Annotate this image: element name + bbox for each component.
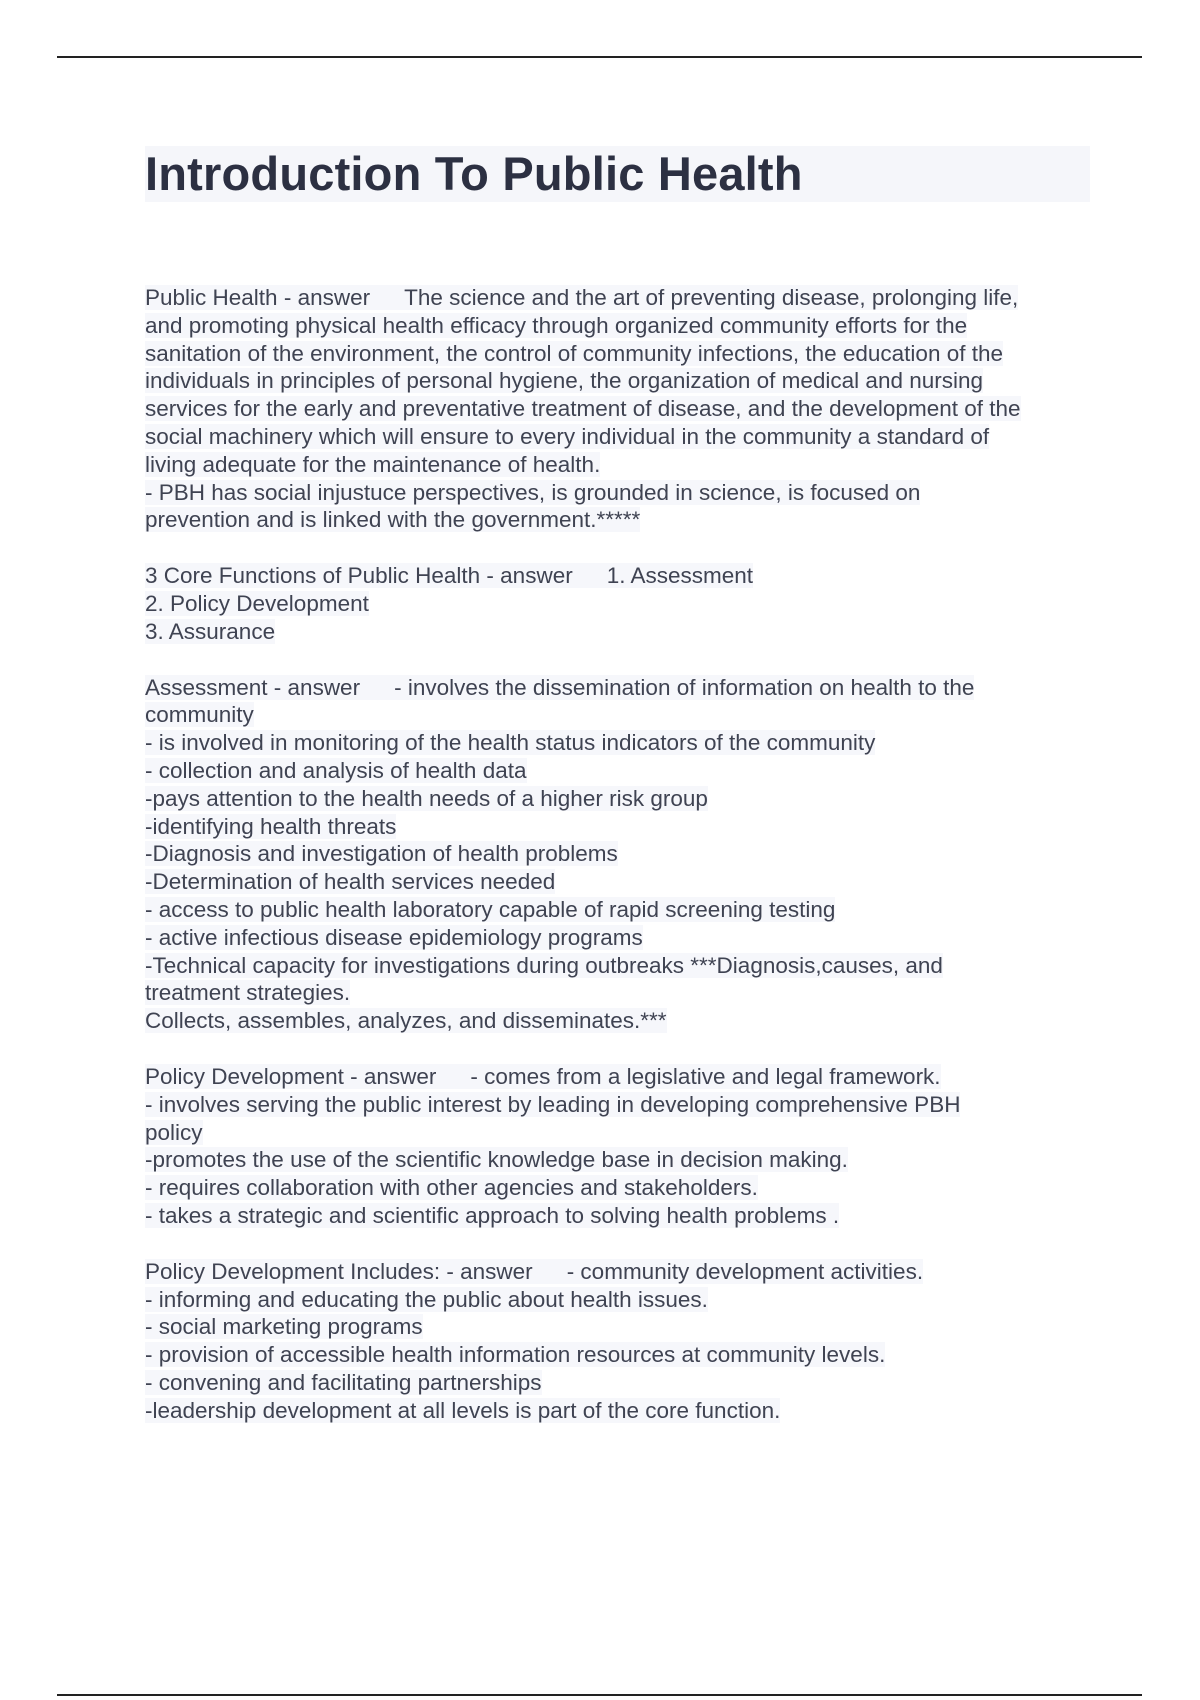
section-term: Policy Development - answer [145, 1063, 437, 1089]
section-line: and promoting physical health efficacy through organized community efforts for the [145, 312, 968, 338]
top-divider [57, 56, 1142, 58]
section-definition: - comes from a legislative and legal framework. [470, 1063, 941, 1089]
section-first-line [145, 1063, 1095, 1091]
section-line: services for the early and preventative treatment of disease, and the development of the [145, 396, 1021, 422]
section-line: -Determination of health services needed [145, 869, 556, 895]
section-line: - requires collaboration with other agencies and stakeholders. [145, 1175, 758, 1201]
section-line: - provision of accessible health information resources at community levels. [145, 1342, 886, 1368]
section-line: -pays attention to the health needs of a higher risk group [145, 785, 708, 811]
section-line: - involves serving the public interest by leading in developing comprehensive PBH [145, 1091, 961, 1117]
section-line: - access to public health laboratory capable of rapid screening testing [145, 896, 836, 922]
section-term: Assessment - answer [145, 674, 361, 700]
section-term: Public Health - answer [145, 285, 371, 310]
section-line: policy [145, 1119, 203, 1145]
section-term: 3 Core Functions of Public Health - answer [145, 563, 573, 589]
section-line: community [145, 702, 254, 728]
section-definition: - involves the dissemination of information on health to the [394, 674, 975, 700]
section-definition: - community development activities. [566, 1258, 924, 1284]
section-first-line [145, 284, 1095, 312]
section-definition: 1. Assessment [606, 563, 754, 589]
section-line: prevention and is linked with the government.***** [145, 507, 641, 533]
section-public-health [145, 284, 1095, 534]
section-line: - informing and educating the public about health issues. [145, 1286, 708, 1312]
section-policy-development-includes [145, 1258, 1095, 1425]
section-line: -Diagnosis and investigation of health problems [145, 841, 618, 867]
section-line: sanitation of the environment, the control of community infections, the education of the [145, 340, 1003, 366]
section-line: -Technical capacity for investigations during outbreaks ***Diagnosis,causes, and [145, 952, 943, 978]
section-line: -leadership development at all levels is part of the core function. [145, 1397, 781, 1423]
section-line: treatment strategies. [145, 980, 351, 1006]
section-definition: The science and the art of preventing disease, prolonging life, [404, 285, 1019, 310]
section-line: - social marketing programs [145, 1314, 423, 1340]
section-line: -promotes the use of the scientific knowledge base in decision making. [145, 1147, 848, 1173]
section-first-line [145, 1258, 1095, 1286]
section-line: - is involved in monitoring of the health status indicators of the community [145, 730, 876, 756]
section-first-line [145, 674, 1095, 702]
document-body [145, 284, 1095, 1452]
section-line: 2. Policy Development [145, 590, 369, 616]
section-line: living adequate for the maintenance of health. [145, 451, 601, 477]
bottom-divider [57, 1694, 1142, 1696]
section-line: - PBH has social injustuce perspectives, is grounded in science, is focused on [145, 479, 921, 505]
section-line: social machinery which will ensure to every individual in the community a standard of [145, 423, 990, 449]
section-line: - collection and analysis of health data [145, 757, 527, 783]
section-line: - takes a strategic and scientific approach to solving health problems . [145, 1202, 840, 1228]
section-line: - convening and facilitating partnerships [145, 1369, 542, 1395]
section-line: -identifying health threats [145, 813, 397, 839]
section-assessment [145, 674, 1095, 1035]
section-line: Collects, assembles, analyzes, and disseminates.*** [145, 1008, 667, 1034]
section-first-line [145, 562, 1095, 590]
section-line: - active infectious disease epidemiology programs [145, 924, 643, 950]
page-title: Introduction To Public Health [145, 147, 803, 200]
section-policy-development [145, 1063, 1095, 1230]
section-core-functions [145, 562, 1095, 645]
section-term: Policy Development Includes: - answer [145, 1258, 533, 1284]
section-line: 3. Assurance [145, 618, 276, 644]
section-line: individuals in principles of personal hygiene, the organization of medical and nursing [145, 368, 984, 394]
